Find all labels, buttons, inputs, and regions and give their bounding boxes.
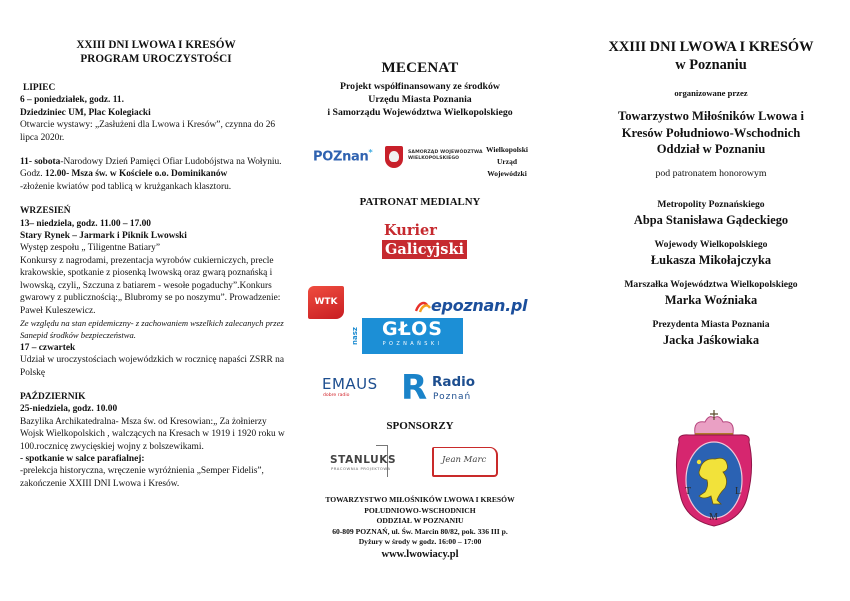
patron-role: Prezydenta Miasta Poznania	[652, 318, 770, 330]
samorzad-line: SAMORZĄD WOJEWÓDZTWA	[408, 150, 483, 155]
program-title-line1: XXIII DNI LWOWA I KRESÓW	[76, 39, 236, 51]
event-description: Konkursy z nagrodami, prezentacja wyrobów cukierniczych, precle krakowskie, spotkanie z piosenką lwowską oraz gwarą poznańską i lwowską, czyli„ Szczuna z batiarem - wesołe pogaduchy”.Konkurs gwarowy z publicznością:„ Blubromy se po noszymu”. Prowadzenie: Paweł Kuleszewicz.	[20, 255, 281, 316]
event-mass: 12.00- Msza św. w Kościele o.o. Dominikanów	[45, 169, 228, 180]
event-date: 13– niedziela, godz. 11.00 – 17.00	[20, 218, 151, 229]
event-location: Dziedziniec UM, Plac Kolegiacki	[20, 107, 151, 118]
patron-name: Abpa Stanisława Gądeckiego	[633, 212, 789, 227]
event-date: 6 – poniedziałek, godz. 11.	[20, 95, 124, 106]
event-note: Ze względu na stan epidemiczny- z zachowaniem wszelkich zalecanych przez Sanepid środków bezpieczeństwa.	[20, 317, 284, 341]
poznan-logo-text: POZnan	[313, 149, 369, 165]
wuw-line: Wielkopolski	[486, 145, 528, 154]
emaus-logo: EMAUS	[322, 375, 378, 393]
radio-poznan-city: Poznań	[433, 392, 472, 402]
stanluks-logo: STANLUKS	[330, 454, 397, 466]
event-description: -prelekcja historyczna, wręczenie wyróżnienia „Semper Fidelis”, zakończenie XXIII DNI Lwowa i Kresów.	[20, 466, 264, 489]
program-column	[20, 38, 288, 490]
emaus-tagline: dobre radio	[323, 393, 350, 398]
cover-title-line2: w Poznaniu	[675, 57, 747, 73]
coat-letter: L	[735, 486, 742, 497]
jean-marc-logo: Jean Marc	[442, 455, 487, 465]
event-description: -złożenie kwiatów pod tablicą w krużgankach klasztoru.	[20, 181, 232, 192]
wuw-line: Urząd	[497, 157, 517, 166]
month-september	[20, 205, 288, 379]
event-date: 25-niedziela, godz. 10.00	[20, 404, 118, 415]
cover-title-line1: XXIII DNI LWOWA I KRESÓW	[608, 39, 814, 55]
society-coat-of-arms-icon	[669, 408, 759, 530]
cover-title	[578, 38, 844, 74]
event-entry	[20, 168, 288, 180]
society-name-line: TOWARZYSTWO MIŁOŚNIKÓW LWOWA I KRESÓW	[325, 495, 515, 504]
event-entry	[20, 156, 288, 168]
epoznan-logo: epoznan.pl	[431, 296, 528, 315]
glos-logo-subtext: POZNAŃSKI	[382, 341, 443, 347]
organizer-line: Towarzystwo Miłośników Lwowa i	[617, 109, 804, 123]
patron-role: Wojewody Wielkopolskiego	[654, 238, 768, 250]
organized-by-label: organizowane przez	[674, 88, 748, 98]
society-website-link[interactable]: www.lwowiacy.pl	[381, 548, 459, 560]
event-meeting: - spotkanie w salce parafialnej:	[20, 453, 145, 464]
organizer-line: Oddział w Poznaniu	[656, 142, 766, 156]
coat-letter: M	[709, 512, 718, 523]
society-name-line: POŁUDNIOWO-WSCHODNICH	[364, 505, 476, 515]
organizer-name	[578, 108, 844, 158]
month-heading: WRZESIEŃ	[20, 206, 71, 217]
patronage-label: pod patronatem honorowym	[655, 167, 767, 179]
society-contact	[300, 495, 540, 562]
event-description: Udział w uroczystościach wojewódzkich w rocznicę napaści ZSRR na Polskę	[20, 355, 284, 378]
wtk-logo: WTK	[308, 286, 344, 319]
sponsorzy-heading: SPONSORZY	[386, 420, 454, 432]
cover-column	[578, 38, 844, 349]
event-description: Bazylika Archikatedralna- Msza św. od Kresowian:„ Za żołnierzy Wojsk Wielkopolskich , walczących na Kresach w 1919 i 1920 roku w 100.rocznicę zwycięskiej wojny z bolszewikami.	[20, 416, 285, 452]
epoznan-mark-icon	[415, 299, 431, 313]
samorzad-line: WIELKOPOLSKIEGO	[408, 156, 460, 161]
event-description: Występ zespołu „ Tiligentne Batiary”	[20, 243, 161, 254]
nasz-glos-label: nasz	[351, 327, 359, 345]
program-title	[24, 38, 288, 66]
coat-letter: T	[685, 486, 692, 497]
patronat-heading: PATRONAT MEDIALNY	[359, 196, 481, 208]
mecenat-line: i Samorządu Województwa Wielkopolskiego	[327, 107, 513, 118]
month-heading: PAŹDZIERNIK	[20, 391, 86, 402]
wuw-line: Wojewódzki	[487, 169, 527, 178]
event-location: Stary Rynek – Jarmark i Piknik Lwowski	[20, 231, 187, 242]
patron-role: Metropolity Poznańskiego	[657, 198, 765, 210]
event-time-prefix: Godz.	[20, 169, 45, 180]
organizer-line: Kresów Południowo-Wschodnich	[621, 125, 801, 140]
month-october	[20, 391, 288, 490]
program-title-line2: PROGRAM UROCZYSTOŚCI	[80, 53, 232, 65]
poznan-logo	[313, 148, 372, 164]
patron-role: Marszałka Województwa Wielkopolskiego	[624, 278, 798, 290]
kurier-galicyjski-logo-bar: Galicyjski	[382, 240, 467, 259]
month-july	[20, 82, 288, 193]
stanluks-tagline: PRACOWNIA PROJEKTOWA	[331, 466, 391, 471]
patron-name: Łukasza Mikołajczyka	[650, 252, 772, 267]
society-hours: Dyżury w środy w godz. 16:00 – 17:00	[358, 537, 482, 546]
event-date: 11- sobota	[20, 157, 61, 168]
society-address: 60-809 POZNAŃ, ul. Św. Marcin 80/82, pok. 336 III p.	[332, 526, 508, 536]
wielkopolska-eagle-shield-icon	[385, 146, 403, 168]
radio-poznan-r-icon: R	[401, 368, 428, 408]
month-heading: LIPIEC	[23, 83, 56, 93]
mecenat-line: Projekt współfinansowany ze środków	[340, 81, 500, 92]
patron-name: Jacka Jaśkowiaka	[662, 332, 760, 347]
radio-poznan-logo: Radio	[432, 374, 476, 390]
society-name-line: ODDZIAŁ W POZNANIU	[376, 516, 464, 525]
mecenat-line: Urzędu Miasta Poznania	[368, 94, 472, 105]
mecenat-description	[300, 80, 540, 119]
mecenat-heading: MECENAT	[381, 60, 459, 76]
event-description: -Narodowy Dzień Pamięci Ofiar Ludobójstwa na Wołyniu.	[60, 157, 282, 168]
event-description: Otwarcie wystawy: „Zasłużeni dla Lwowa i Kresów”, czynna do 26 lipca 2020r.	[20, 120, 276, 143]
wuw-logo-text	[472, 144, 542, 180]
glos-poznanski-logo	[362, 318, 463, 354]
kurier-galicyjski-logo: Kurier	[384, 222, 437, 239]
glos-logo-text: GŁOS	[382, 318, 443, 340]
poznan-star-icon: *	[368, 148, 373, 157]
patron-name: Marka Woźniaka	[664, 292, 758, 307]
sponsors-column	[300, 0, 540, 601]
event-date: 17 – czwartek	[20, 342, 76, 353]
